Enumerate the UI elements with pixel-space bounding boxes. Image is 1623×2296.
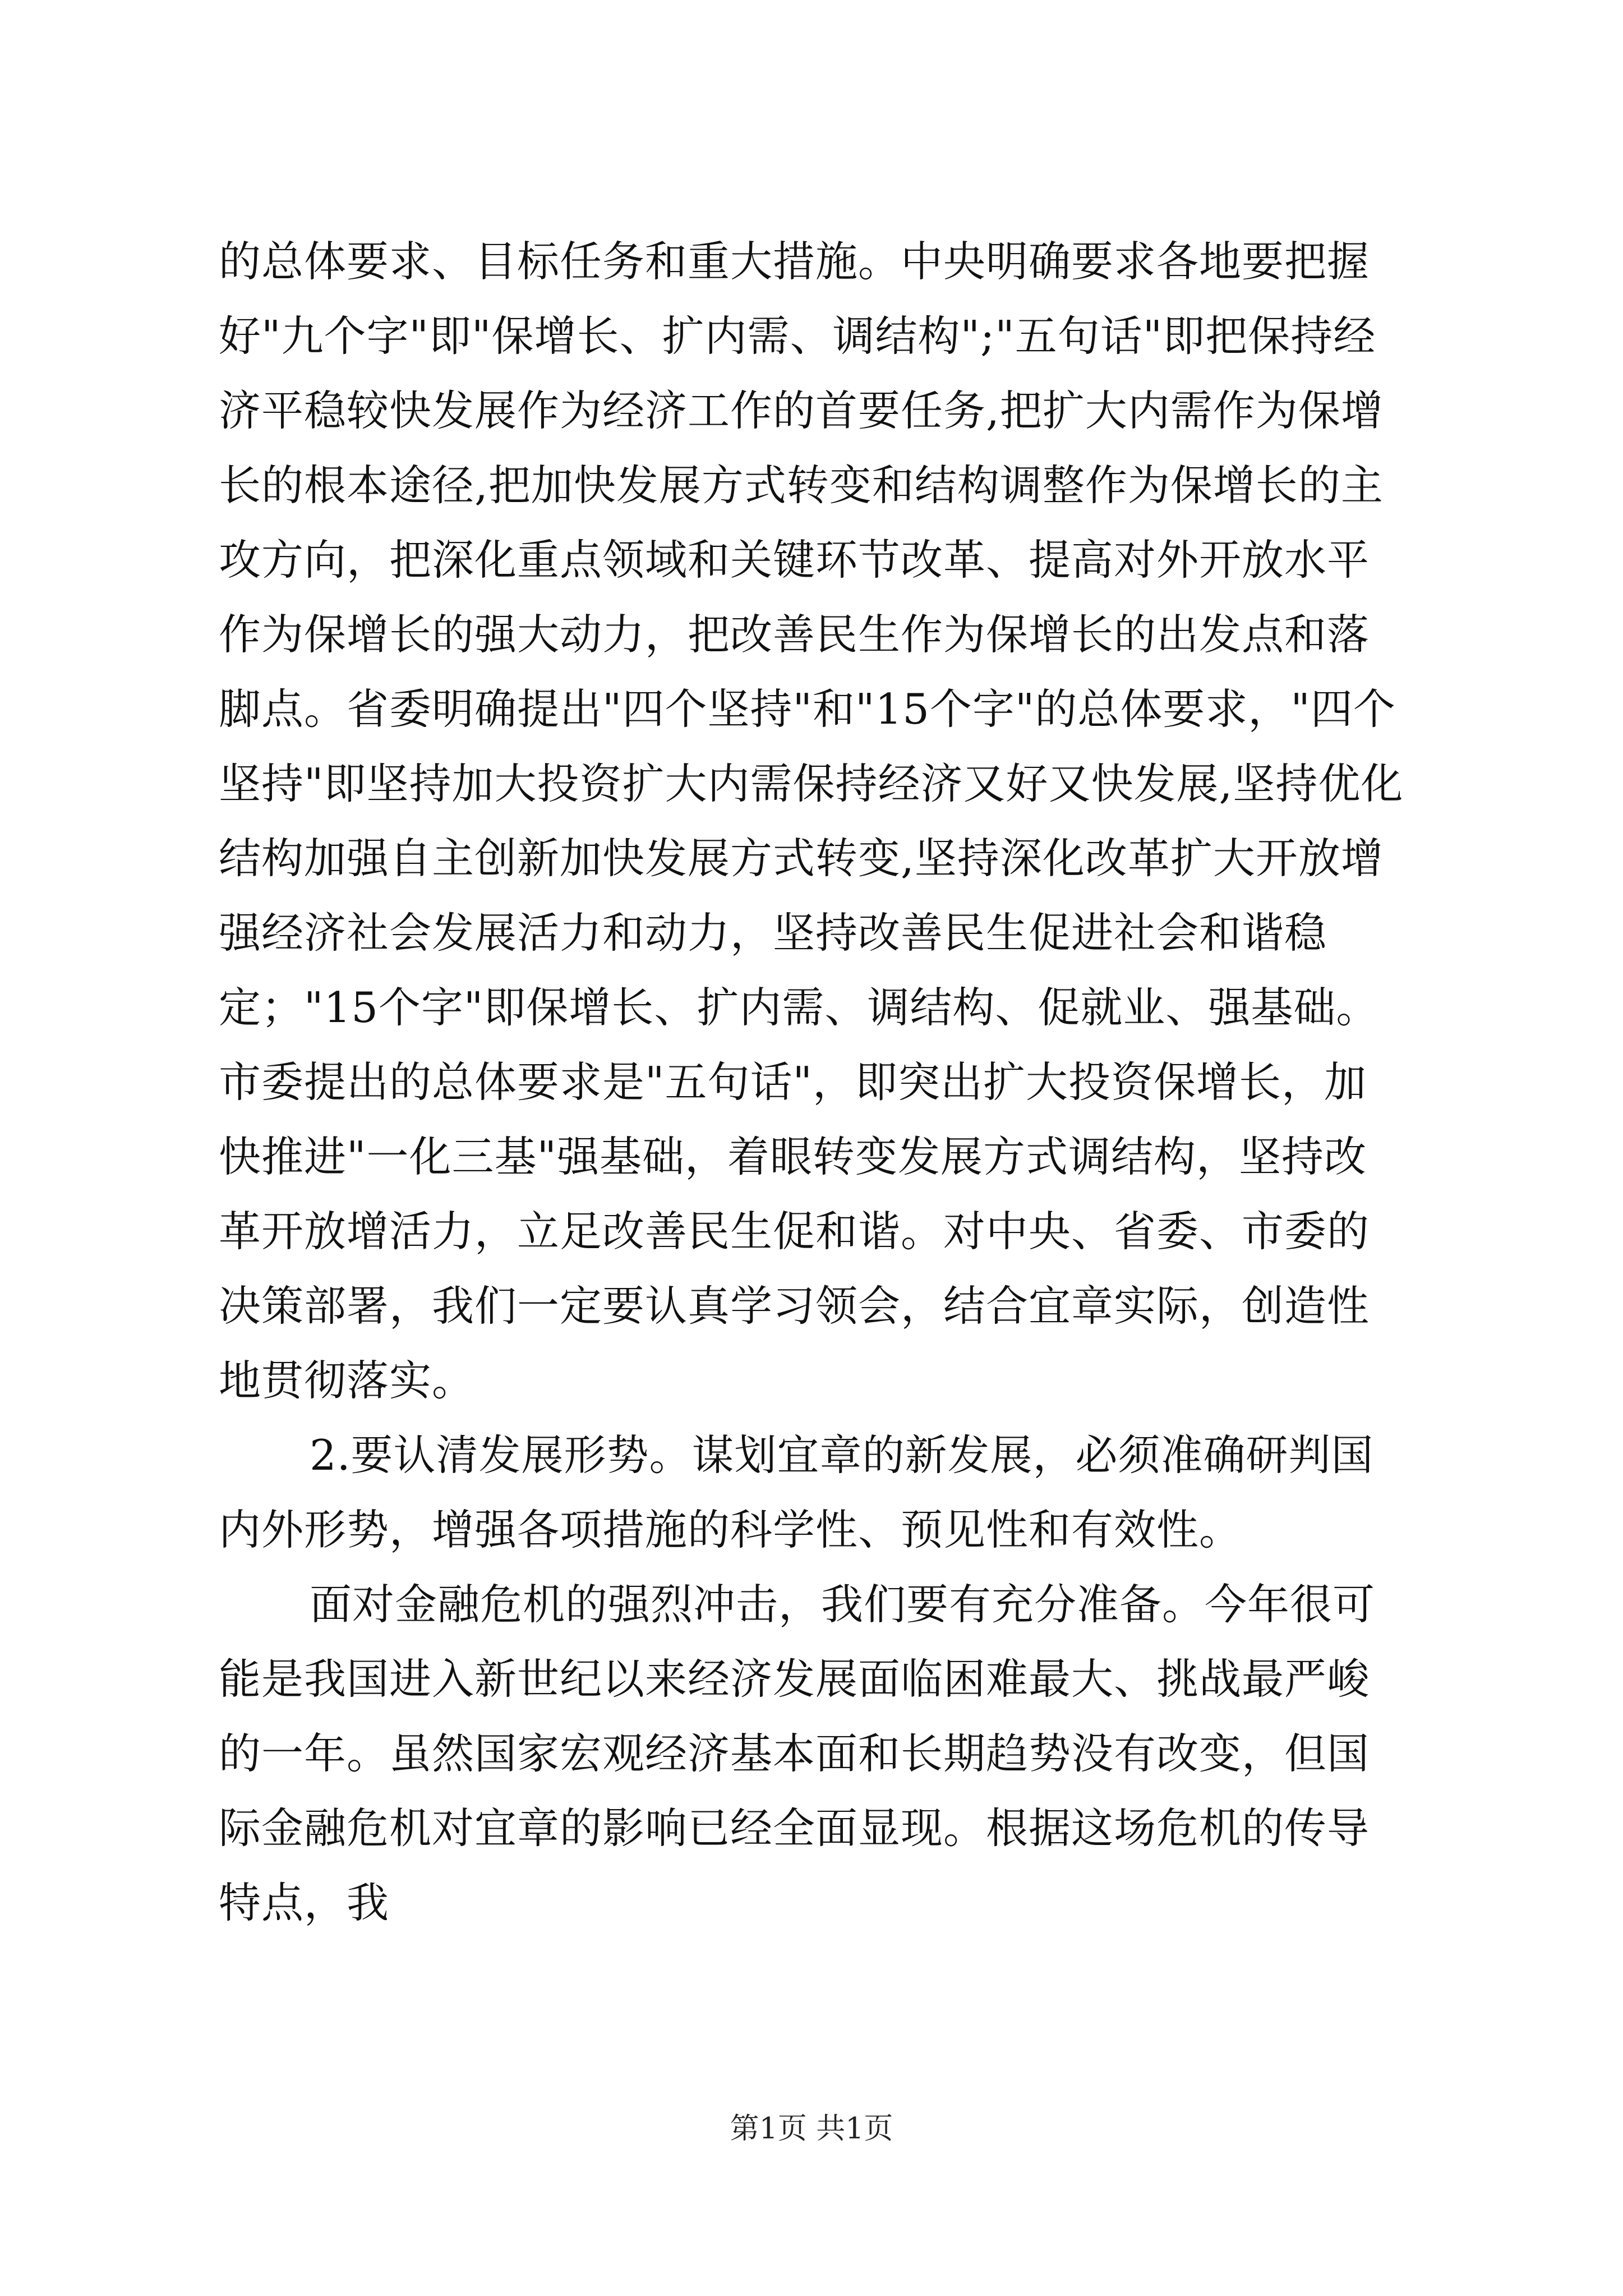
page-footer: 第1页 共1页: [730, 2112, 893, 2146]
paragraph-3: 面对金融危机的强烈冲击，我们要有充分准备。今年很可能是我国进入新世纪以来经济发展面临困难最大、挑战最严峻的一年。虽然国家宏观经济基本面和长期趋势没有改变，但国际金融危机对宜章的影响已经全面显现。根据这场危机的传导特点，我: [219, 1580, 1376, 1927]
paragraph-2: 2.要认清发展形势。谋划宜章的新发展，必须准确研判国内外形势，增强各项措施的科学性、预见性和有效性。: [219, 1430, 1374, 1554]
paragraph-1: 的总体要求、目标任务和重大措施。中央明确要求各地要把握好"九个字"即"保增长、扩内需、调结构";"五句话"即把保持经济平稳较快发展作为经济工作的首要任务,把扩大内需作为保增长的根本途径,把加快发展方式转变和结构调整作为保增长的主攻方向，把深化重点领域和关键环节改革、提高对外开放水平作为保增长的强大动力，把改善民生作为保增长的出发点和落脚点。省委明确提出"四个坚持"和"15个字"的总体要求，"四个坚持"即坚持加大投资扩大内需保持经济又好又快发展,坚持优化结构加强自主创新加快发展方式转变,坚持深化改革扩大开放增强经济社会发展活力和动力，坚持改善民生促进社会和谐稳定；"15个字"即保增长、扩内需、调结构、促就业、强基础。市委提出的总体要求是"五句话"，即突出扩大投资保增长，加快推进"一化三基"强基础，着眼转变发展方式调结构，坚持改革开放增活力，立足改善民生促和谐。对中央、省委、市委的决策部署，我们一定要认真学习领会，结合宜章实际，创造性地贯彻落实。: [219, 237, 1404, 1405]
document-body: [219, 224, 1408, 1940]
